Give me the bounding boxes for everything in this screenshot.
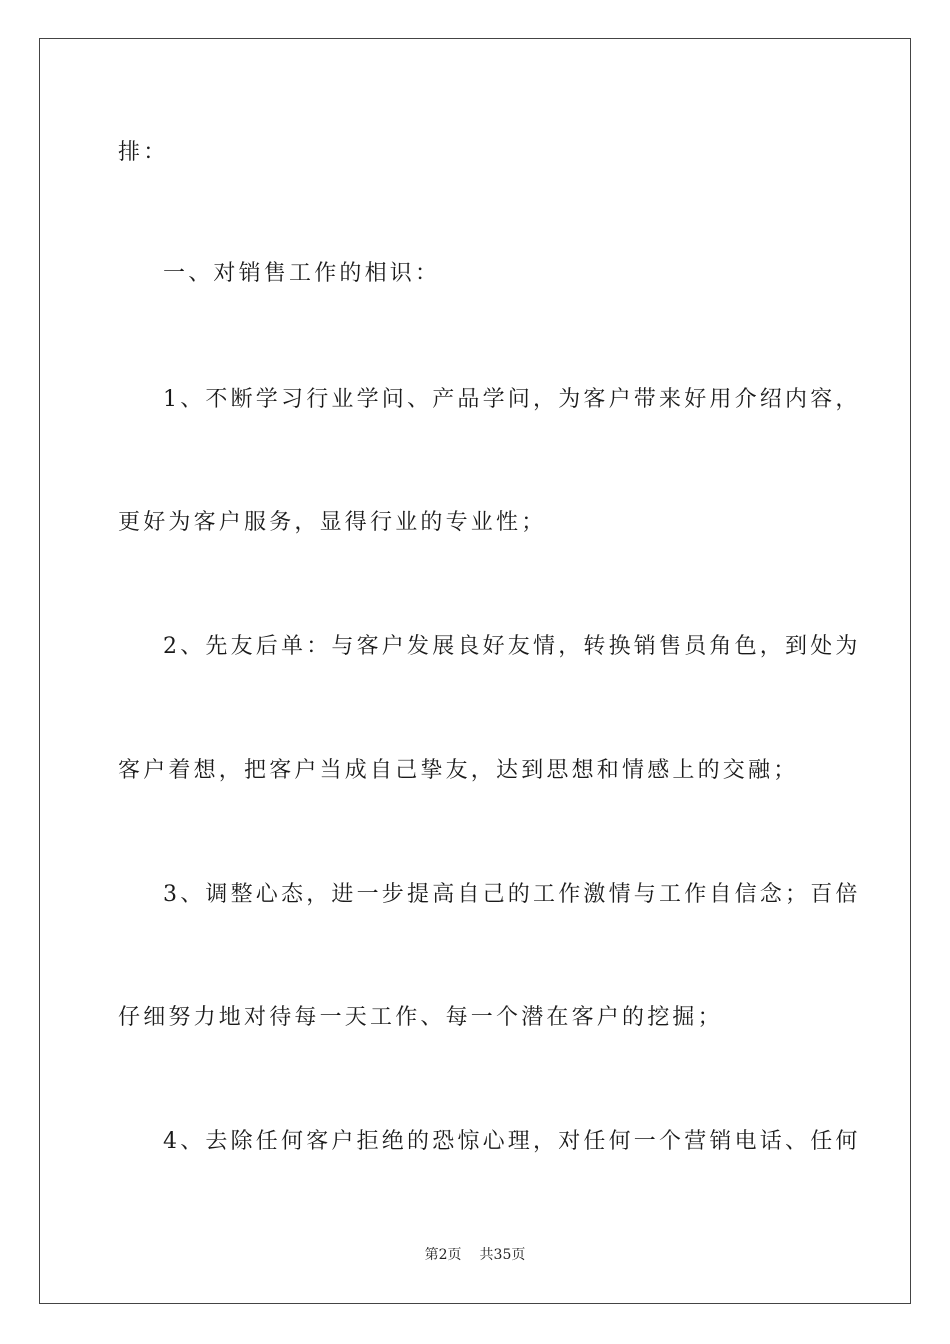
page-total: 共35页: [479, 1247, 526, 1263]
page-border: [39, 38, 911, 1304]
text-line-5: 2、先友后单：与客户发展良好友情，转换销售员角色，到处为: [163, 634, 861, 659]
text-line-7: 3、调整心态，进一步提高自己的工作激情与工作自信念；百倍: [163, 882, 861, 907]
section-heading: 一、对销售工作的相识：: [163, 261, 441, 286]
text-line-8: 仔细努力地对待每一天工作、每一个潜在客户的挖掘；: [118, 1005, 723, 1030]
text-line-4: 更好为客户服务，显得行业的专业性；: [118, 510, 547, 535]
text-line-6: 客户着想，把客户当成自己挚友，达到思想和情感上的交融；: [118, 758, 799, 783]
text-line-9: 4、去除任何客户拒绝的恐惊心理，对任何一个营销电话、任何: [163, 1129, 861, 1154]
text-line-3: 1、不断学习行业学问、产品学问，为客户带来好用介绍内容，: [163, 387, 861, 412]
page-number: 第2页: [424, 1247, 462, 1263]
page-footer: [0, 1245, 950, 1265]
text-line-1: 排：: [118, 140, 169, 165]
